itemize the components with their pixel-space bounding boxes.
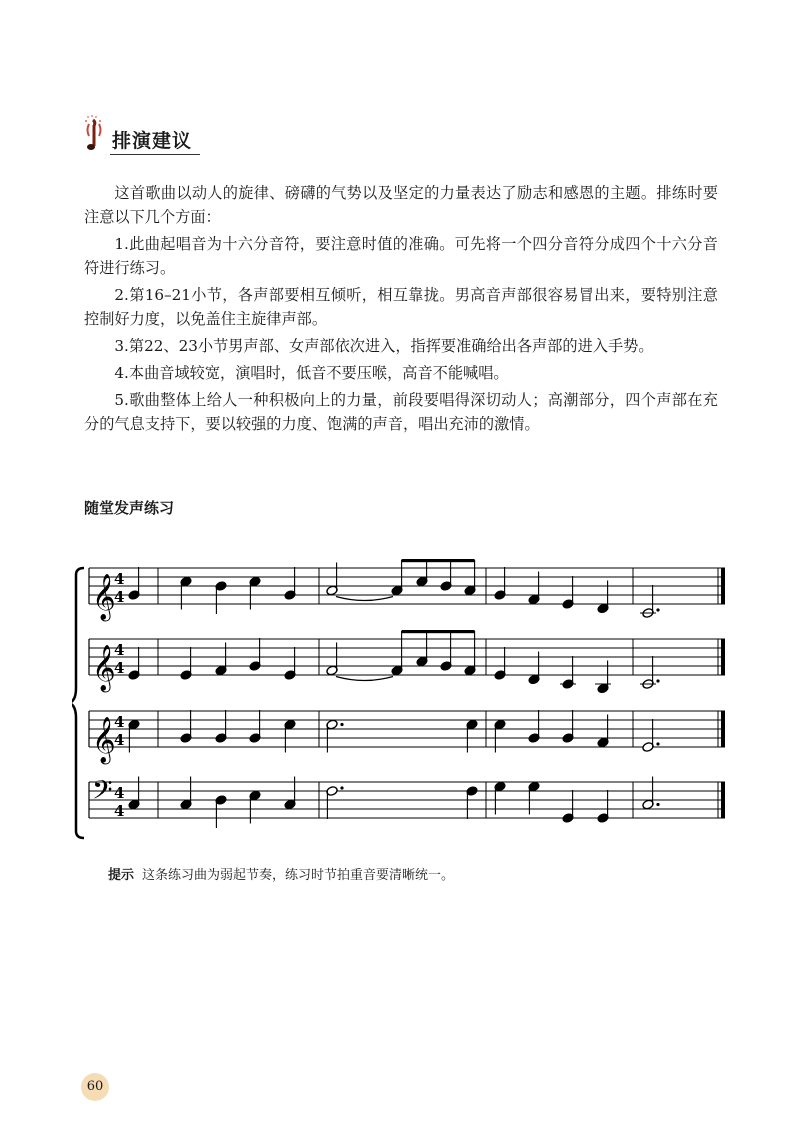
- time-signature-bottom: 4: [114, 588, 125, 606]
- note-dot: [656, 742, 659, 745]
- bass-clef: 𝄢: [92, 774, 113, 812]
- time-signature-bottom: 4: [114, 731, 125, 749]
- final-barline-thick: [721, 782, 725, 818]
- suggestion-2: 2.第16–21小节，各声部要相互倾听，相互靠拢。男高音声部很容易冒出来，要特别注意控制好力度，以免盖住主旋律声部。: [84, 286, 718, 328]
- time-signature-top: 4: [114, 641, 125, 659]
- treble-clef: 𝄞: [92, 645, 116, 691]
- note-dot: [340, 723, 343, 726]
- hint-text: 这条练习曲为弱起节奏，练习时节拍重音要清晰统一。: [142, 868, 455, 883]
- rehearsal-suggestions: [84, 181, 718, 439]
- time-signature-top: 4: [114, 570, 125, 588]
- note-beam: [402, 630, 475, 633]
- suggestion-5: 5.歌曲整体上给人一种积极向上的力量，前段要唱得深切动人；高潮部分，四个声部在充分的气息支持下，要以较强的力度、饱满的声音，唱出充沛的激情。: [84, 391, 718, 433]
- suggestion-1: 1.此曲起唱音为十六分音符，要注意时值的准确。可先将一个四分音符分成四个十六分音符进行练习。: [84, 235, 718, 277]
- final-barline-thick: [721, 639, 725, 675]
- final-barline-thick: [721, 568, 725, 604]
- music-score: [72, 553, 742, 853]
- exercise-heading: 随堂发声练习: [84, 499, 175, 517]
- tie: [336, 677, 393, 681]
- hint-label: 提示: [108, 868, 135, 883]
- suggestion-4: 4.本曲音域较宽，演唱时，低音不要压喉，高音不能喊唱。: [114, 364, 509, 382]
- intro-paragraph: 这首歌曲以动人的旋律、磅礴的气势以及坚定的力量表达了励志和感恩的主题。排练时要注意以下几个方面：: [84, 184, 718, 226]
- note-dot: [656, 608, 659, 611]
- music-note-icon: [84, 112, 110, 156]
- system-brace: [72, 568, 84, 838]
- note-dot: [656, 679, 659, 682]
- time-signature-top: 4: [114, 784, 125, 802]
- page-number: 60: [81, 1073, 109, 1101]
- treble-clef: 𝄞: [92, 717, 116, 763]
- section-title: 排演建议: [112, 130, 193, 152]
- note-dot: [656, 803, 659, 806]
- final-barline-thick: [721, 711, 725, 747]
- suggestion-3: 3.第22、23小节男声部、女声部依次进入，指挥要准确给出各声部的进入手势。: [114, 337, 654, 355]
- tie: [336, 597, 393, 601]
- time-signature-top: 4: [114, 713, 125, 731]
- hint: [108, 864, 454, 883]
- treble-clef: 𝄞: [92, 574, 116, 620]
- section-header: [84, 112, 214, 156]
- time-signature-bottom: 4: [114, 659, 125, 677]
- note-dot: [340, 786, 343, 789]
- time-signature-bottom: 4: [114, 802, 125, 820]
- section-underline: [110, 154, 200, 155]
- note-beam: [402, 559, 475, 562]
